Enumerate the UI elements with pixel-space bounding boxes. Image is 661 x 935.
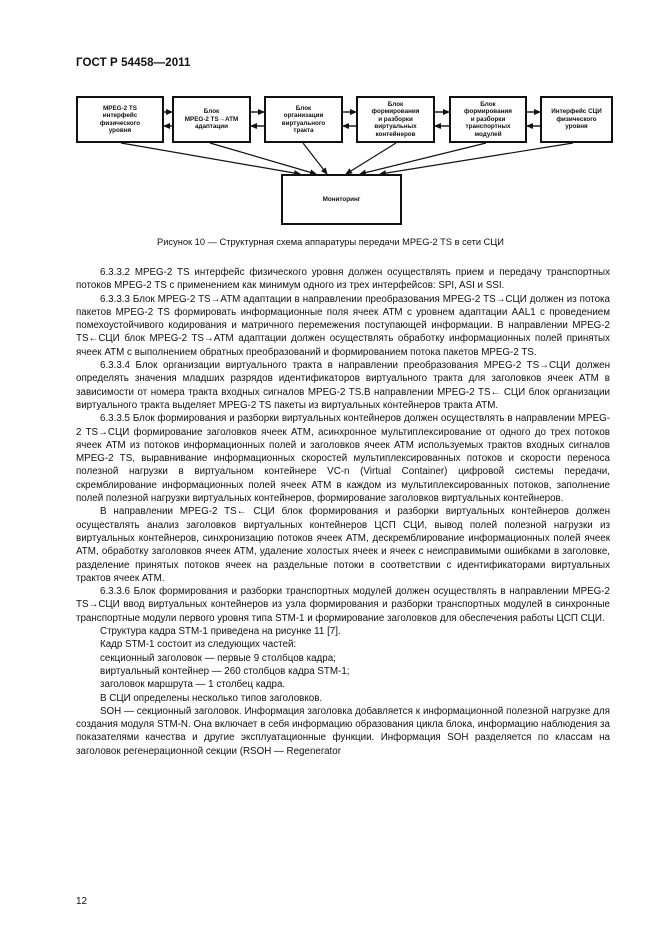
block-transport-modules: Блок формирования и разборки транспортных модулей xyxy=(449,96,527,143)
paragraph-6-3-3-2: 6.3.3.2 MPEG-2 TS интерфейс физического уровня должен осуществлять прием и передачу транспортных потоков MPEG-2 TS с применением как минимум одного из трех интерфейсов: SPI, ASI и SSI. xyxy=(76,267,610,292)
block-physical-interface: MPEG-2 TS интерфейс физического уровня xyxy=(76,96,164,143)
paragraph-6-3-3-4: 6.3.3.4 Блок организации виртуального тракта в направлении преобразования MPEG-2 TS→СЦИ должен определять значения младших разрядов идентификаторов виртуального тракта для заголовков ячеек ATM в зависимости от номера тракта входных сигналов MPEG-2 TS.В направлении MPEG-2 TS← СЦИ блок организации виртуального тракта выделяет MPEG-2 TS пакеты из виртуальных контейнеров тракта ATM. xyxy=(76,360,610,411)
block-monitoring: Мониторинг xyxy=(281,174,402,225)
link-1-monitor xyxy=(121,143,300,174)
paragraph-reverse-direction: В направлении MPEG-2 TS← СЦИ блок формирования и разборки виртуальных контейнеров должен осуществлять анализ заголовков виртуальных контейнеров ЦСП СЦИ, вывод полей полезной нагрузки из виртуальных контейнеров, синхронизацию потоков ячеек ATM, дескремблирование информационных полей ячеек ATM, обработку заголовков ячеек ATM, удаление холостых ячеек и ячеек с неисправимыми ошибками в заголовке, разделение принятых потоков ячеек на раздельные потоки в соответствии с идентификаторами виртуальных трактов ячеек ATM. xyxy=(76,506,610,584)
link-4-monitor xyxy=(346,143,396,174)
link-5-monitor xyxy=(360,143,486,174)
paragraph-6-3-3-3: 6.3.3.3 Блок MPEG-2 TS→ATM адаптации в направлении преобразования MPEG-2 TS→СЦИ должен из потока пакетов MPEG-2 TS формировать информационные поля ячеек ATM с уровнем адаптации AAL1 с проведением помехоустойчивого кодирования и матричного перемежения поступающей информации. В направлении MPEG-2 TS←СЦИ блок MPEG-2 TS→ATM адаптации должен осуществлять обработку информационных полей принятых ячеек ATM с выполнением обратных преобразований и формированием потока пакетов MPEG-2 TS. xyxy=(76,293,610,358)
block-sdh-interface: Интерфейс СЦИ физического уровня xyxy=(540,96,613,143)
link-6-monitor xyxy=(380,143,573,174)
block-virtual-containers: Блок формирования и разборки виртуальных контейнеров xyxy=(356,96,435,143)
paragraph-stm1-structure: Структура кадра STM-1 приведена на рисунке 11 [7]. xyxy=(100,626,341,638)
paragraph-header-types: В СЦИ определены несколько типов заголовков. xyxy=(100,692,323,704)
paragraph-6-3-3-6: 6.3.3.6 Блок формирования и разборки транспортных модулей должен осуществлять в направлении MPEG-2 TS→СЦИ ввод виртуальных контейнеров из узла формирования и разборки транспортных модулей в синхронные транспортные модули первого уровня типа STM-1 и формирование заголовков для обеспечения работы ЦСП СЦИ. xyxy=(76,586,610,624)
list-item-path-header: заголовок маршрута — 1 столбец кадра. xyxy=(100,679,286,691)
figure-caption: Рисунок 10 — Структурная схема аппаратуры передачи MPEG-2 TS в сети СЦИ xyxy=(157,237,504,247)
link-2-monitor xyxy=(210,143,316,174)
block-atm-adaptation: Блок MPEG-2 TS→ATM адаптации xyxy=(172,96,251,143)
body-text xyxy=(76,266,610,758)
page-number: 12 xyxy=(76,896,88,907)
link-3-monitor xyxy=(303,143,327,174)
block-virtual-path: Блок организации виртуального тракта xyxy=(264,96,343,143)
list-item-section-header: секционный заголовок — первые 9 столбцов кадра; xyxy=(100,652,336,664)
page-header: ГОСТ Р 54458—2011 xyxy=(76,57,191,69)
list-item-virtual-container: виртуальный контейнер — 260 столбцов кадра STM-1; xyxy=(100,665,350,677)
paragraph-6-3-3-5: 6.3.3.5 Блок формирования и разборки виртуальных контейнеров должен осуществлять в направлении MPEG-2 TS→СЦИ формирование заголовков ячеек ATM, асинхронное мультиплексирование от одного до трех потоков ячеек ATM из потоков информационных полей и заголовков ячеек ATM используемых трактов входных сигналов MPEG-2 TS, выравнивание информационных скоростей мультиплексированных потоков и скорости переноса полезной нагрузки в виртуальном контейнере VC-n (Virtual Container) цифровой системы передачи, скремблирование информационных полей ячеек ATM в каждом из мультиплексированных потоков, заполнение полей полезной нагрузки виртуальных контейнеров, формирование заголовков виртуальных контейнеров. xyxy=(76,413,610,505)
paragraph-stm1-parts: Кадр STM-1 состоит из следующих частей: xyxy=(100,639,297,651)
paragraph-soh: SOH — секционный заголовок. Информация заголовка добавляется к информационной полезной нагрузке для создания модуля STM-N. Она включает в себя информацию образования цикла блока, информацию наблюдения за показателями качества и другие эксплуатационные функции. Информация SOH разделяется по классам на заголовок регенерационной секции (RSOH — Regenerator xyxy=(76,705,610,757)
